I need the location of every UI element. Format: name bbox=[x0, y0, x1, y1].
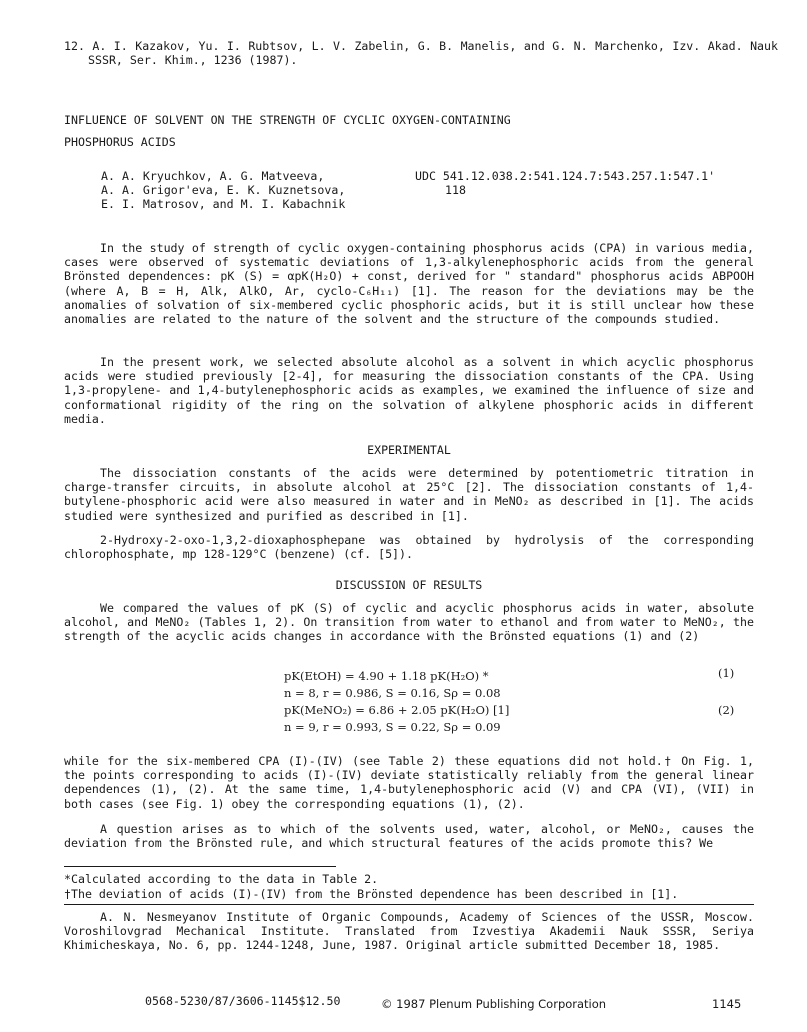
discussion-paragraph-2: while for the six-membered CPA (I)-(IV) (see Table 2) these equations did not hold.† On Fig. 1, the points corresponding to acids (I)-(IV) deviate statistically reliably from the general linear dependences (1), (2). At the same time, 1,4-butylenephosphoric acid (V) and CPA (VI), (VII) in both cases (see Fig. 1) obey the corresponding equations (1), (2). bbox=[64, 754, 754, 811]
author-list bbox=[101, 169, 421, 212]
udc-line-1: UDC 541.12.038.2:541.124.7:543.257.1:547.1' bbox=[415, 169, 716, 183]
section-heading-experimental: EXPERIMENTAL bbox=[367, 443, 451, 457]
udc-code bbox=[415, 169, 755, 197]
author-line: A. A. Grigor'eva, E. K. Kuznetsova, bbox=[101, 183, 346, 198]
experimental-paragraph-2: 2-Hydroxy-2-oxo-1,3,2-dioxaphosphepane was obtained by hydrolysis of the corresponding chlorophosphate, mp 128-129°C (benzene) (cf. [5]). bbox=[64, 533, 754, 562]
intro-paragraph-1: In the study of strength of cyclic oxygen-containing phosphorus acids (CPA) in various media, cases were observed of systematic deviations of 1,3-alkylenephosphoric acids from the general Brönsted dependences: pK (S) = αpK(H₂O) + const, derived for " standard" phosphorus acids ABPOOH (where A, B = H, Alk, AlkO, Ar, cyclo-C₆H₁₁) [1]. The reason for the deviations may be the anomalies of solvation of six-membered cyclic phosphoric acids, but it is still unclear how these anomalies are related to the nature of the solvent and the structure of the compounds studied. bbox=[64, 241, 754, 327]
affiliation-rule bbox=[64, 904, 754, 905]
section-heading-discussion: DISCUSSION OF RESULTS bbox=[335, 578, 483, 592]
author-line: E. I. Matrosov, and M. I. Kabachnik bbox=[101, 197, 346, 212]
footer-copyright: © 1987 Plenum Publishing Corporation bbox=[381, 997, 607, 1011]
author-line: A. A. Kryuchkov, A. G. Matveeva, bbox=[101, 169, 325, 183]
equation-2-statistics: n = 9, r = 0.993, S = 0.22, Sρ = 0.09 bbox=[284, 720, 501, 734]
affiliation-note: A. N. Nesmeyanov Institute of Organic Compounds, Academy of Sciences of the USSR, Moscow. Voroshilovgrad Mechanical Institute. Translated from Izvestiya Akademii Nauk SSSR, Seriya Khimicheskaya, No. 6, pp. 1244-1248, June, 1987. Original article submitted December 18, 1985. bbox=[64, 910, 754, 953]
discussion-paragraph-1: We compared the values of pK (S) of cyclic and acyclic phosphorus acids in water, absolute alcohol, and MeNO₂ (Tables 1, 2). On transition from water to ethanol and from water to MeNO₂, the strength of the acyclic acids changes in accordance with the Brönsted equations (1) and (2) bbox=[64, 601, 754, 644]
article-title-line-2: PHOSPHORUS ACIDS bbox=[64, 135, 176, 149]
equation-2: pK(MeNO₂) = 6.86 + 2.05 pK(H₂O) [1] bbox=[284, 703, 510, 717]
footnote-rule bbox=[64, 866, 336, 867]
footnote-1: *Calculated according to the data in Table 2. bbox=[64, 872, 379, 886]
experimental-paragraph-1: The dissociation constants of the acids were determined by potentiometric titration in charge-transfer circuits, in absolute alcohol at 25°C [2]. The dissociation constants of 1,4-butylene-phosphoric acid were also measured in water and in MeNO₂ as described in [1]. The acids studied were synthesized and purified as described in [1]. bbox=[64, 466, 754, 523]
reference-12: 12. A. I. Kazakov, Yu. I. Rubtsov, L. V. Zabelin, G. B. Manelis, and G. N. Marchenko, Izv. Akad. Nauk SSSR, Ser. Khim., 1236 (1987). bbox=[64, 39, 778, 68]
footnote-2: †The deviation of acids (I)-(IV) from the Brönsted dependence has been described in [1]. bbox=[64, 887, 679, 901]
udc-line-2: 118 bbox=[445, 183, 466, 198]
article-title-line-1: INFLUENCE OF SOLVENT ON THE STRENGTH OF CYCLIC OXYGEN-CONTAINING bbox=[64, 113, 511, 127]
equation-2-number: (2) bbox=[718, 703, 735, 717]
equation-1-statistics: n = 8, r = 0.986, S = 0.16, Sρ = 0.08 bbox=[284, 686, 501, 700]
page-number: 1145 bbox=[712, 997, 742, 1011]
equation-1-number: (1) bbox=[718, 666, 735, 680]
equation-1: pK(EtOH) = 4.90 + 1.18 pK(H₂O) * bbox=[284, 669, 489, 683]
discussion-paragraph-3: A question arises as to which of the solvents used, water, alcohol, or MeNO₂, causes the deviation from the Brönsted rule, and which structural features of the acids promote this? We bbox=[64, 822, 754, 851]
intro-paragraph-2: In the present work, we selected absolute alcohol as a solvent in which acyclic phosphorus acids were studied previously [2-4], for measuring the dissociation constants of the CPA. Using 1,3-propylene- and 1,4-butylenephosphoric acids as examples, we examined the influence of size and conformational rigidity of the ring on the solvation of alkylene phosphoric acids in different media. bbox=[64, 355, 754, 426]
footer-article-code: 0568-5230/87/3606-1145$12.50 bbox=[145, 994, 341, 1008]
